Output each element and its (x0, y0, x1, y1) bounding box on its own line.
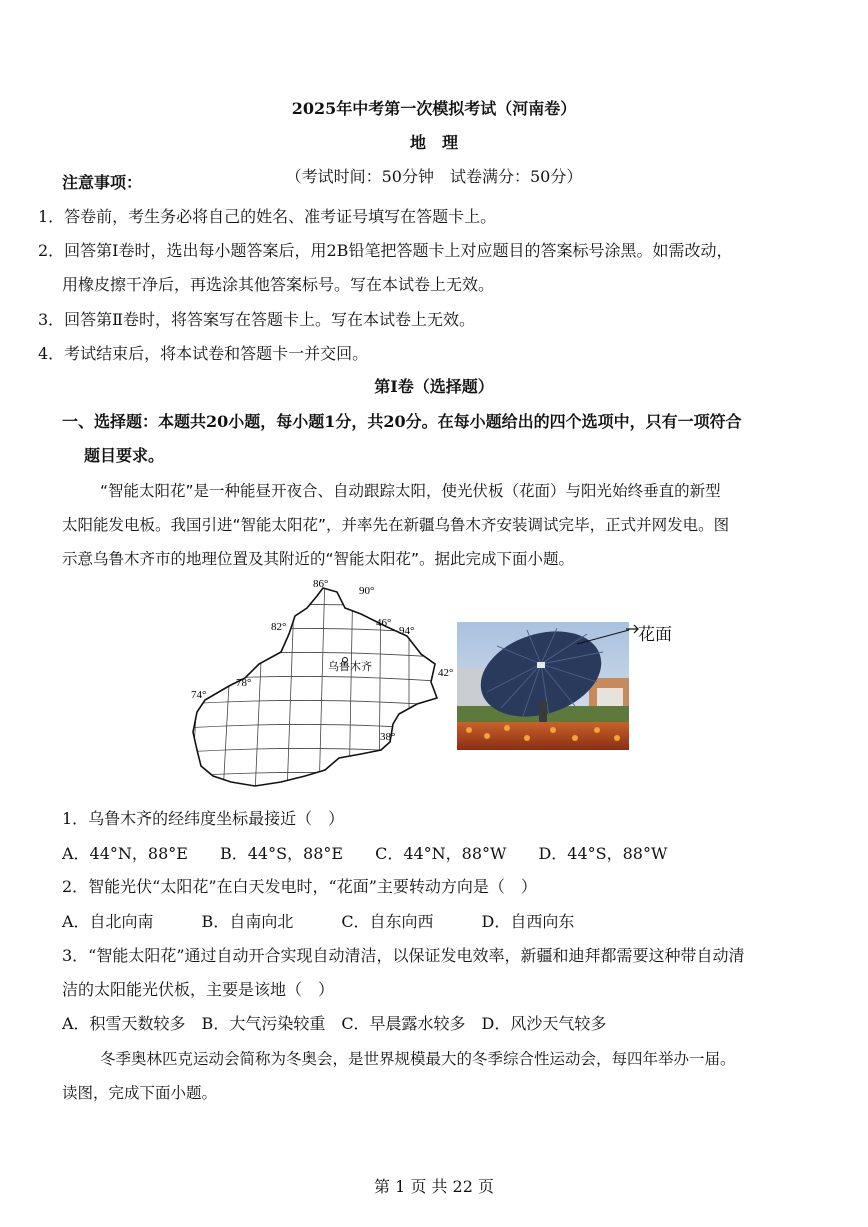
question-3-options: A．积雪天数较多 B．大气污染较重 C．早晨露水较多 D．风沙天气较多 (62, 1014, 607, 1033)
notice-item-2: 2．回答第Ⅰ卷时，选出每小题答案后，用2B铅笔把答题卡上对应题目的答案标号涂黑。如需改动， (38, 241, 733, 260)
solar-flower-photo (457, 622, 629, 750)
lat-42-label: 42° (438, 667, 454, 679)
passage1-line-1: “智能太阳花”是一种能昼开夜合、自动跟踪太阳，使光伏板（花面）与阳光始终垂直的新型 (100, 482, 721, 500)
photo-label-flower-face: 花面 (638, 625, 672, 645)
lat-38-label: 38° (380, 731, 396, 743)
passage1-line-2: 太阳能发电板。我国引进“智能太阳花”，并率先在新疆乌鲁木齐安装调试完毕，正式并网发电。图 (62, 516, 730, 534)
question-2-options: A．自北向南 B．自南向北 C．自东向西 D．自西向东 (62, 912, 575, 931)
xinjiang-outline (193, 588, 437, 786)
notice-item-2-cont: 用橡皮擦干净后，再选涂其他答案标号。写在本试卷上无效。 (62, 275, 495, 294)
subject-title: 地 理 (409, 133, 458, 152)
lon-82-label: 82° (271, 621, 287, 633)
lon-86-label: 86° (313, 578, 329, 590)
section-instruction: 一、选择题：本题共20小题，每小题1分，共20分。在每小题给出的四个选项中，只有一项符合 (62, 412, 742, 431)
passage1-line-3: 示意乌鲁木齐市的地理位置及其附近的“智能太阳花”。据此完成下面小题。 (62, 550, 575, 568)
lon-94-label: 94° (399, 625, 415, 637)
section-title: 第Ⅰ卷（选择题） (374, 377, 494, 396)
question-1-stem: 1．乌鲁木齐的经纬度坐标最接近（ ） (62, 809, 345, 828)
passage2-line-2: 读图，完成下面小题。 (62, 1084, 218, 1102)
notice-item-1: 1．答卷前，考生务必将自己的姓名、准考证号填写在答题卡上。 (38, 207, 497, 226)
section-instruction-cont: 题目要求。 (84, 446, 165, 465)
question-2-stem: 2．智能光伏“太阳花”在白天发电时，“花面”主要转动方向是（ ） (62, 877, 537, 896)
exam-title: 2025年中考第一次模拟考试（河南卷） (291, 99, 577, 118)
exam-meta: （考试时间：50分钟 试卷满分：50分） (285, 167, 583, 186)
lat-46-label: 46° (376, 617, 392, 629)
xinjiang-map (185, 574, 454, 794)
lon-90-label: 90° (359, 585, 375, 597)
page-footer: 第 1 页 共 22 页 (374, 1177, 494, 1196)
notice-item-3: 3．回答第Ⅱ卷时，将答案写在答题卡上。写在本试卷上无效。 (38, 310, 476, 329)
urumqi-label: 乌鲁木齐 (328, 661, 372, 673)
lon-74-label: 74° (191, 689, 207, 701)
question-3-stem: 3．“智能太阳花”通过自动开合实现自动清洁，以保证发电效率，新疆和迪拜都需要这种带自动清 (62, 946, 745, 965)
notice-item-4: 4．考试结束后，将本试卷和答题卡一并交回。 (38, 344, 369, 363)
lon-78-label: 78° (236, 677, 252, 689)
question-1-options: A．44°N，88°E B．44°S，88°E C．44°N，88°W D．44°S，88°W (62, 844, 668, 863)
graticule (185, 574, 450, 794)
notice-title: 注意事项： (62, 173, 143, 192)
question-3-stem-cont: 洁的太阳能光伏板，主要是该地（ ） (62, 980, 335, 999)
passage2-line-1: 冬季奥林匹克运动会简称为冬奥会，是世界规模最大的冬季综合性运动会，每四年举办一届。 (100, 1050, 736, 1068)
